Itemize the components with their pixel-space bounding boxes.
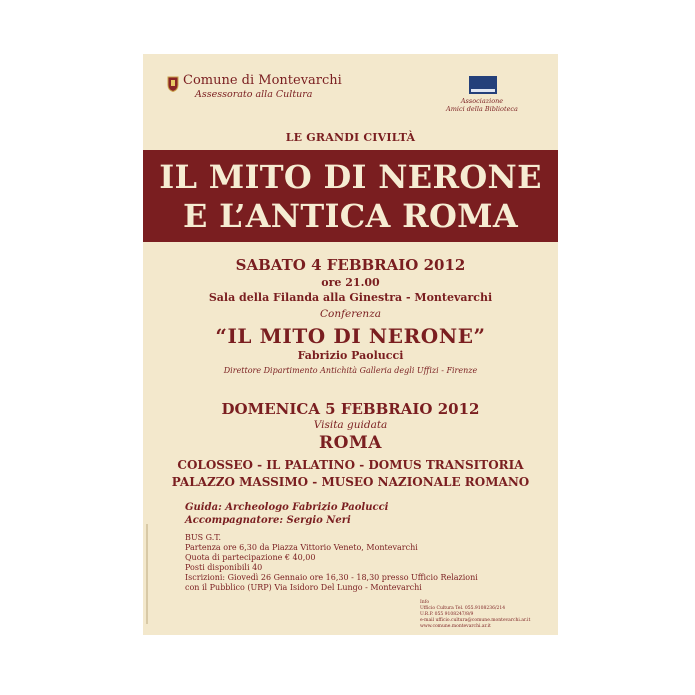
event1-speaker-role: Direttore Dipartimento Antichità Galleria degli Uffizi - Firenze <box>223 366 478 375</box>
event2-date: DOMENICA 5 FEBBRAIO 2012 <box>221 400 480 418</box>
associazione-line2: Amici della Biblioteca <box>446 105 518 113</box>
event2-sites-line2: PALAZZO MASSIMO - MUSEO NAZIONALE ROMANO <box>171 475 530 489</box>
bus-line: con il Pubblico (URP) Via Isidoro Del Lungo - Montevarchi <box>185 583 422 592</box>
series-label: LE GRANDI CIVILTÀ <box>285 131 416 144</box>
comune-crest-icon <box>167 76 179 92</box>
info-line: Info <box>420 600 430 605</box>
event1-date: SABATO 4 FEBBRAIO 2012 <box>235 256 466 274</box>
bus-line: Posti disponibili 40 <box>185 563 263 572</box>
event1-type: Conferenza <box>319 308 381 320</box>
event1-venue: Sala della Filanda alla Ginestra - Montevarchi <box>208 291 493 304</box>
event2-type: Visita guidata <box>313 419 388 431</box>
event1-time: ore 21.00 <box>321 276 380 289</box>
bus-line: BUS G.T. <box>185 533 221 542</box>
guide-name: Guida: Archeologo Fabrizio Paolucci <box>185 502 389 513</box>
main-title-line1: IL MITO DI NERONE <box>159 158 542 196</box>
associazione-label <box>443 97 521 113</box>
associazione-line1: Associazione <box>460 97 504 105</box>
bus-line: Quota di partecipazione € 40,00 <box>185 553 316 562</box>
comune-name: Comune di Montevarchi <box>183 73 342 88</box>
amici-biblioteca-logo <box>469 76 497 94</box>
bus-line: Partenza ore 6,30 da Piazza Vittorio Veneto, Montevarchi <box>185 543 418 552</box>
event2-sites-line1: COLOSSEO - IL PALATINO - DOMUS TRANSITORIA <box>177 458 524 472</box>
event1-talk-title: “IL MITO DI NERONE” <box>215 324 486 348</box>
info-block <box>420 600 530 630</box>
info-line: Ufficio Cultura Tel. 055.9108236/214 <box>420 606 506 611</box>
event1-speaker: Fabrizio Paolucci <box>297 349 404 362</box>
event-poster <box>143 54 558 635</box>
bus-line: Iscrizioni: Giovedì 26 Gennaio ore 16,30 - 18,30 presso Ufficio Relazioni <box>185 573 478 582</box>
companion-name: Accompagnatore: Sergio Neri <box>185 515 351 526</box>
bus-details <box>185 533 478 593</box>
info-line: U.R.P. 055 9108247/8/9 <box>420 612 474 617</box>
info-line: e-mail ufficio.cultura@comune.montevarchi.ar.it <box>420 618 531 623</box>
event2-city: ROMA <box>319 433 382 453</box>
info-line: www.comune.montevarchi.ar.it <box>420 624 491 629</box>
side-margin-mark <box>146 524 148 624</box>
assessorato-name: Assessorato alla Cultura <box>195 89 313 100</box>
main-title-line2: E L’ANTICA ROMA <box>182 197 518 235</box>
